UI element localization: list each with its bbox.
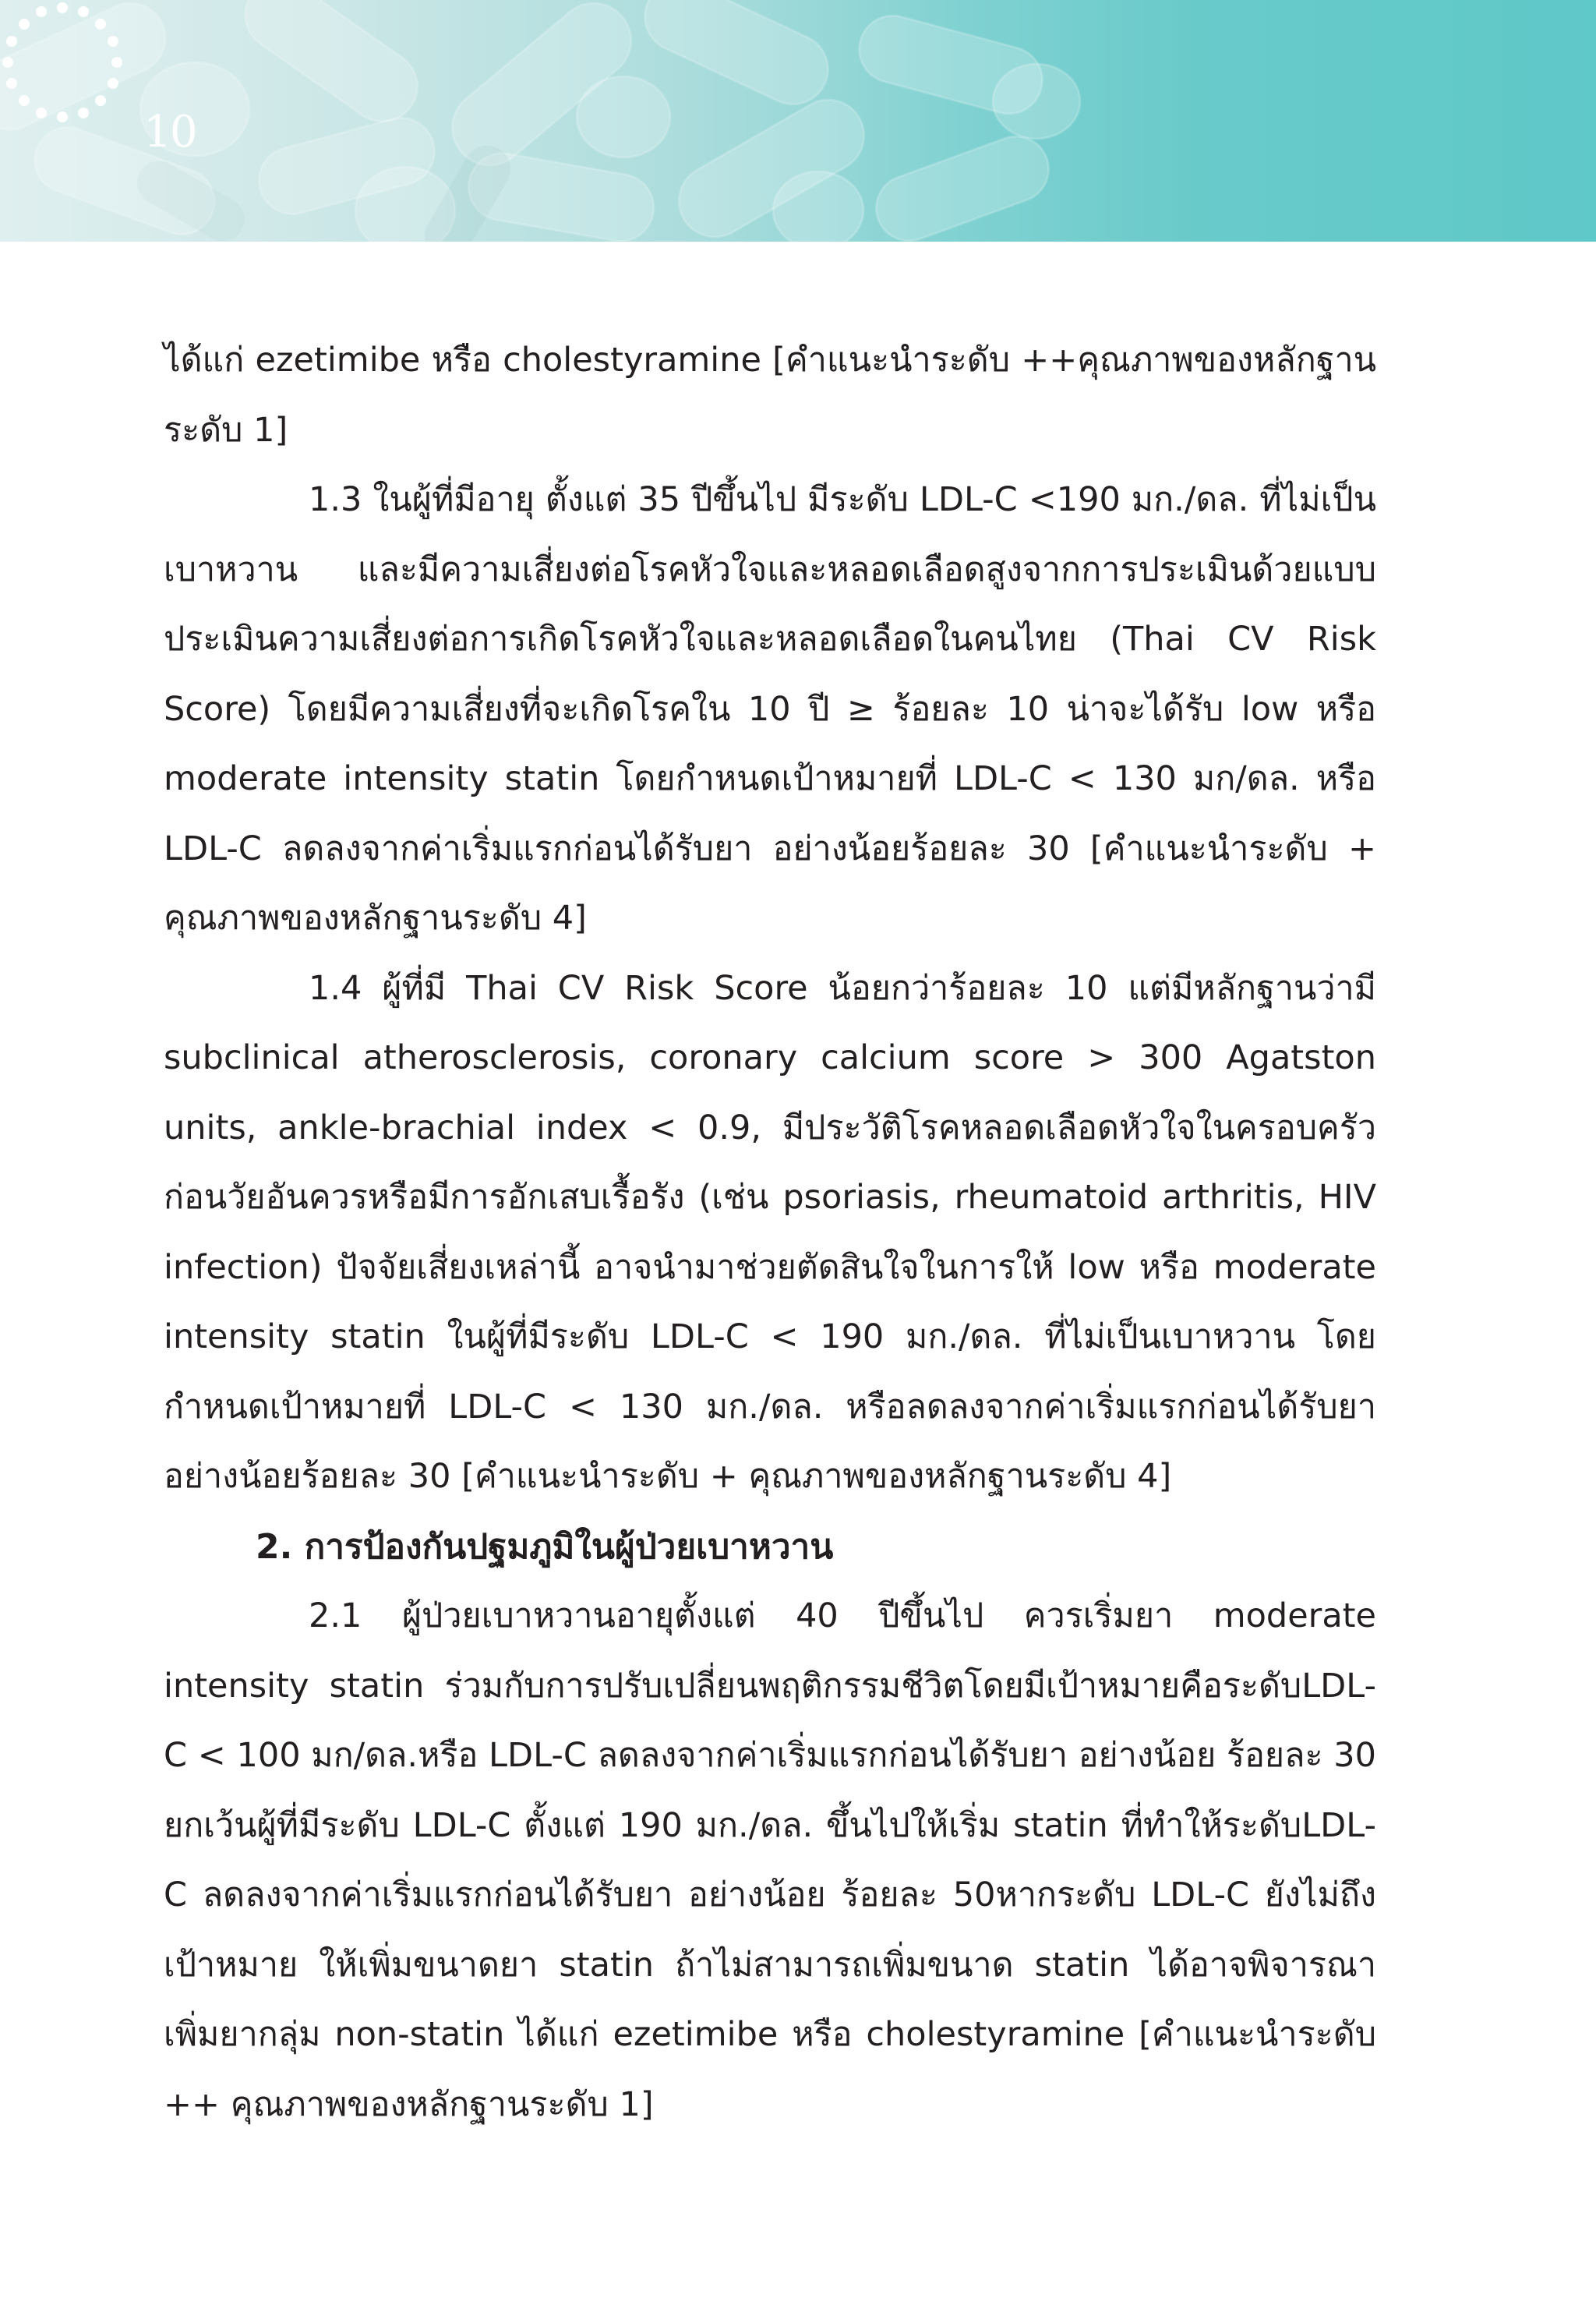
header-banner xyxy=(0,0,1596,242)
paragraph-continuation: ได้แก่ ezetimibe หรือ cholestyramine [คำแนะนำระดับ ++คุณภาพของหลักฐานระดับ 1] xyxy=(164,341,1376,450)
section-heading-2: 2. การป้องกันปฐมภูมิในผู้ป่วยเบาหวาน xyxy=(256,1526,834,1567)
page-number: 10 xyxy=(143,107,196,157)
paragraph-1-4: 1.4 ผู้ที่มี Thai CV Risk Score น้อยกว่าร้อยละ 10 แต่มีหลักฐานว่ามี subclinical atherosclerosis, coronary calcium score > 300 Agatston units, ankle-brachial index < 0.9, มีประวัติโรคหลอดเลือดหัวใจในครอบครัวก่อนวัยอันควรหรือมีการอักเสบเรื้อรัง (เช่น psoriasis, rheumatoid arthritis, HIV infection) ปัจจัยเสี่ยงเหล่านี้ อาจนำมาช่วยตัดสินใจในการให้ low หรือ moderate intensity statin ในผู้ที่มีระดับ LDL-C < 190 มก./ดล. ที่ไม่เป็นเบาหวาน โดยกำหนดเป้าหมายที่ LDL-C < 130 มก./ดล. หรือลดลงจากค่าเริ่มแรกก่อนได้รับยาอย่างน้อยร้อยละ 30 [คำแนะนำระดับ + คุณภาพของหลักฐานระดับ 4] xyxy=(164,968,1376,1496)
paragraph-2-1: 2.1 ผู้ป่วยเบาหวานอายุตั้งแต่ 40 ปีขึ้นไป ควรเริ่มยา moderate intensity statin ร่วมกับการปรับเปลี่ยนพฤติกรรมชีวิตโดยมีเป้าหมายคือระดับLDL-C < 100 มก/ดล.หรือ LDL-C ลดลงจากค่าเริ่มแรกก่อนได้รับยา อย่างน้อย ร้อยละ 30 ยกเว้นผู้ที่มีระดับ LDL-C ตั้งแต่ 190 มก./ดล. ขึ้นไปให้เริ่ม statin ที่ทำให้ระดับLDL-C ลดลงจากค่าเริ่มแรกก่อนได้รับยา อย่างน้อย ร้อยละ 50หากระดับ LDL-C ยังไม่ถึงเป้าหมาย ให้เพิ่มขนาดยา statin ถ้าไม่สามารถเพิ่มขนาด statin ได้อาจพิจารณาเพิ่มยากลุ่ม non-statin ได้แก่ ezetimibe หรือ cholestyramine [คำแนะนำระดับ ++ คุณภาพของหลักฐานระดับ 1] xyxy=(164,1596,1376,2124)
document-body xyxy=(164,326,1376,2140)
paragraph-1-3: 1.3 ในผู้ที่มีอายุ ตั้งแต่ 35 ปีขึ้นไป มีระดับ LDL-C <190 มก./ดล. ที่ไม่เป็นเบาหวาน และมีความเสี่ยงต่อโรคหัวใจและหลอดเลือดสูงจากการประเมินด้วยแบบประเมินความเสี่ยงต่อการเกิดโรคหัวใจและหลอดเลือดในคนไทย (Thai CV Risk Score) โดยมีความเสี่ยงที่จะเกิดโรคใน 10 ปี ≥ ร้อยละ 10 น่าจะได้รับ low หรือ moderate intensity statin โดยกำหนดเป้าหมายที่ LDL-C < 130 มก/ดล. หรือ LDL-C ลดลงจากค่าเริ่มแรกก่อนได้รับยา อย่างน้อยร้อยละ 30 [คำแนะนำระดับ + คุณภาพของหลักฐานระดับ 4] xyxy=(164,480,1376,938)
pills-background-image xyxy=(0,0,1596,242)
page-number-dot-ring xyxy=(0,0,125,125)
